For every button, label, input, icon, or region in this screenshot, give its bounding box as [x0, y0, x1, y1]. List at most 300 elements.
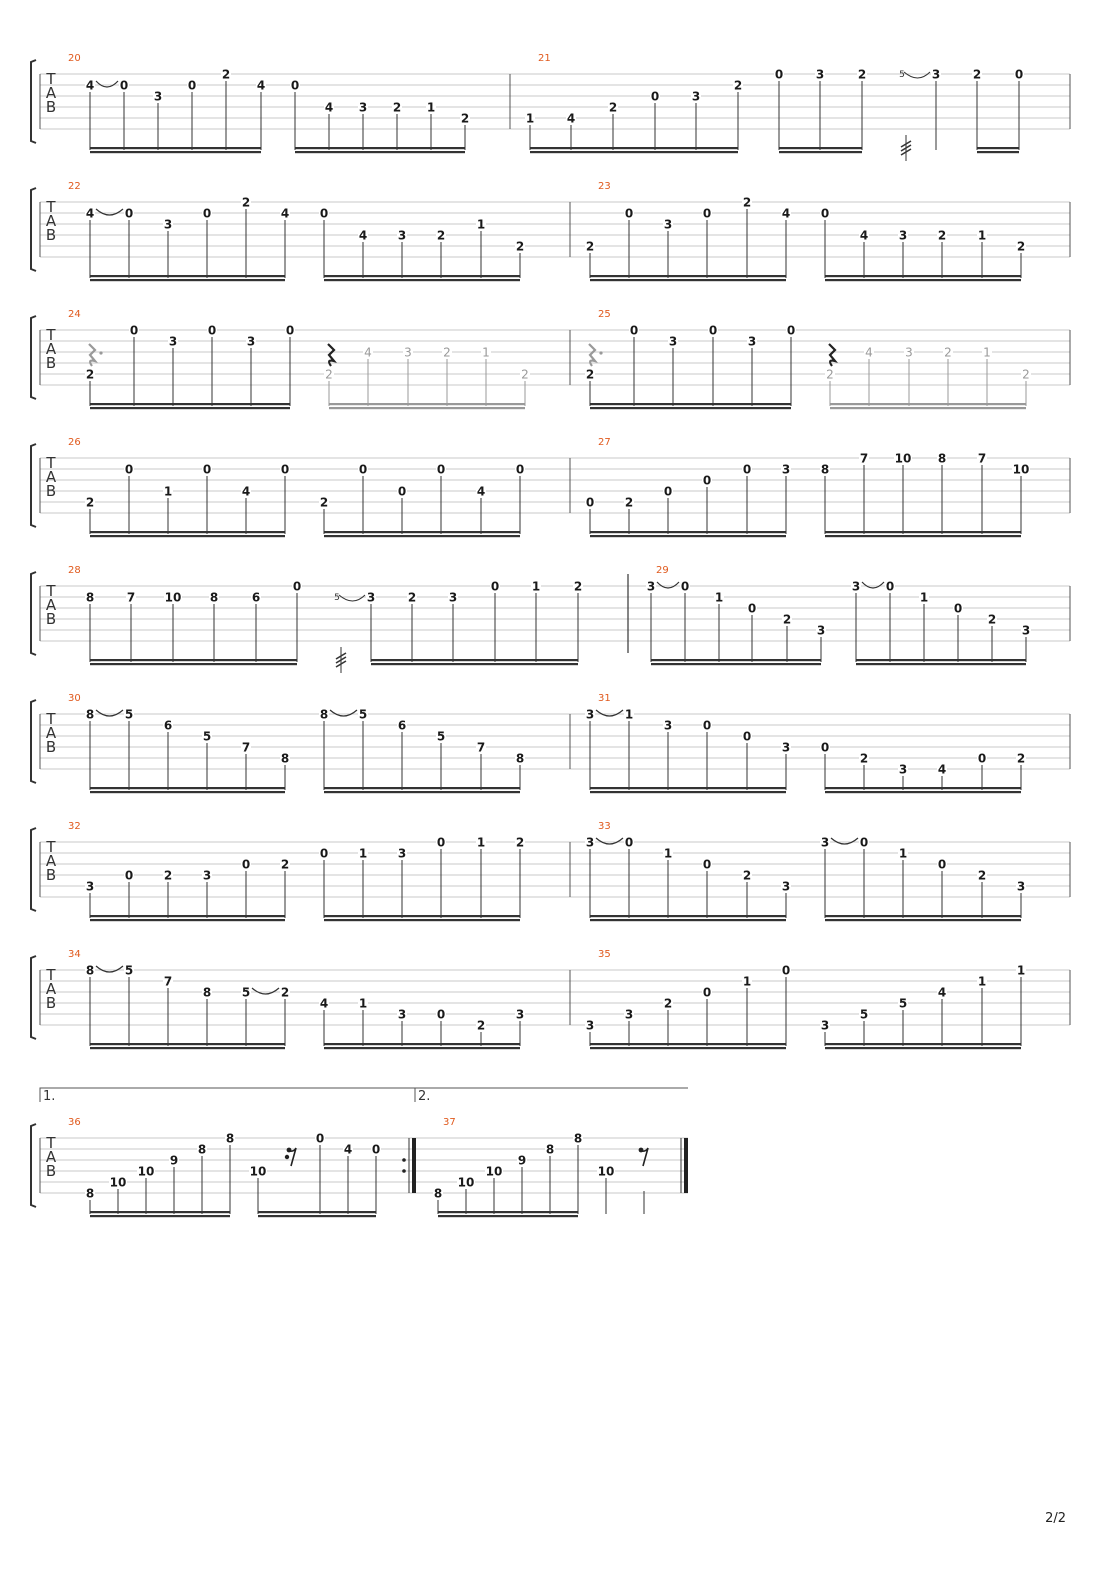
beam: [590, 407, 791, 409]
fret-number: 3: [366, 590, 376, 605]
fret-number: 3: [397, 846, 407, 861]
tab-letter: A: [45, 212, 57, 230]
beam: [324, 1047, 520, 1049]
fret-number: 0: [781, 963, 791, 978]
fret-number: 2: [85, 367, 95, 382]
beam: [438, 1215, 578, 1217]
tab-letter: A: [45, 340, 57, 358]
beam: [295, 151, 465, 153]
fret-number: 5: [436, 729, 446, 744]
measure-number: 21: [538, 53, 551, 64]
fret-number: 4: [865, 345, 873, 360]
fret-number: 1: [624, 707, 634, 722]
fret-number: 3: [691, 89, 701, 104]
fret-number: 9: [517, 1153, 527, 1168]
tab-letter: T: [46, 70, 56, 88]
tab-letter: A: [45, 980, 57, 998]
beam: [825, 1047, 1021, 1049]
fret-number: 4: [566, 111, 576, 126]
tab-system: [31, 949, 1070, 1049]
beam: [324, 791, 520, 793]
fret-number: 0: [319, 846, 329, 861]
fret-number: 0: [774, 67, 784, 82]
fret-number: 2: [573, 579, 583, 594]
fret-number: 0: [650, 89, 660, 104]
beam: [324, 915, 520, 917]
measure-number: 32: [68, 821, 81, 832]
fret-number: 3: [585, 835, 595, 850]
beam: [590, 1043, 786, 1045]
beam: [90, 147, 261, 149]
beam: [779, 151, 862, 153]
beam: [590, 531, 786, 533]
fret-number: 2: [163, 868, 173, 883]
fret-number: 10: [109, 1175, 127, 1190]
fret-number: 8: [545, 1142, 555, 1157]
grace-note: 5: [334, 593, 340, 603]
fret-number: 1: [426, 100, 436, 115]
beam: [258, 1215, 376, 1217]
fret-number: 0: [820, 206, 830, 221]
repeat-barline-thick: [412, 1138, 416, 1193]
fret-number: 1: [163, 484, 173, 499]
beam: [324, 535, 520, 537]
beam: [651, 659, 821, 661]
tab-letter: A: [45, 596, 57, 614]
tab-system: [31, 309, 1070, 409]
beam: [329, 407, 525, 409]
fret-number: 1: [977, 974, 987, 989]
beam: [590, 915, 786, 917]
measure-number: 30: [68, 693, 81, 704]
fret-number: 0: [702, 718, 712, 733]
fret-number: 7: [241, 740, 251, 755]
beam: [90, 279, 285, 281]
fret-number: 2: [944, 345, 952, 360]
fret-number: 3: [781, 740, 791, 755]
fret-number: 7: [126, 590, 136, 605]
system-bracket: [31, 700, 36, 783]
tie-arc: [657, 582, 679, 588]
fret-number: 4: [85, 78, 95, 93]
beam: [590, 279, 786, 281]
fret-number: 4: [937, 762, 947, 777]
tab-letter: A: [45, 852, 57, 870]
fret-number: 3: [816, 623, 826, 638]
fret-number: 1: [663, 846, 673, 861]
fret-number: 0: [515, 462, 525, 477]
tab-letter: B: [45, 610, 57, 628]
tie-arc: [831, 838, 858, 844]
beam: [825, 279, 1021, 281]
beam: [90, 791, 285, 793]
measure-number: 28: [68, 565, 81, 576]
fret-number: 3: [246, 334, 256, 349]
fret-number: 2: [407, 590, 417, 605]
fret-number: 0: [315, 1131, 325, 1146]
tie-arc: [96, 710, 123, 716]
beam: [825, 919, 1021, 921]
fret-number: 10: [485, 1164, 503, 1179]
fret-number: 0: [241, 857, 251, 872]
beam: [90, 915, 285, 917]
fret-number: 3: [1016, 879, 1026, 894]
beam: [825, 787, 1021, 789]
tie-arc: [252, 988, 279, 994]
tab-letter: B: [45, 866, 57, 884]
fret-number: 0: [202, 462, 212, 477]
fret-number: 7: [476, 740, 486, 755]
fret-number: 2: [280, 857, 290, 872]
fret-number: 1: [358, 846, 368, 861]
repeat-dot: [402, 1158, 406, 1162]
slur-arc: [904, 72, 930, 78]
tab-letter: T: [46, 1134, 56, 1152]
fret-number: 3: [397, 1007, 407, 1022]
measure-number: 20: [68, 53, 81, 64]
fret-number: 0: [977, 751, 987, 766]
tab-letter: A: [45, 1148, 57, 1166]
beam: [371, 663, 578, 665]
fret-number: 3: [358, 100, 368, 115]
fret-number: 3: [585, 1018, 595, 1033]
fret-number: 0: [319, 206, 329, 221]
fret-number: 2: [608, 100, 618, 115]
beam: [90, 151, 261, 153]
fret-number: 0: [624, 835, 634, 850]
fret-number: 0: [397, 484, 407, 499]
measure-number: 33: [598, 821, 611, 832]
fret-number: 0: [358, 462, 368, 477]
fret-number: 2: [280, 985, 290, 1000]
fret-number: 0: [280, 462, 290, 477]
measure-number: 27: [598, 437, 611, 448]
fret-number: 8: [85, 590, 95, 605]
beam: [329, 403, 525, 405]
fret-number: 1: [531, 579, 541, 594]
volta-bracket: [415, 1088, 688, 1102]
fret-number: 3: [747, 334, 757, 349]
fret-number: 2: [443, 345, 451, 360]
beam: [371, 659, 578, 661]
beam: [90, 919, 285, 921]
page-number: 2/2: [1045, 1511, 1066, 1526]
tab-letter: T: [46, 838, 56, 856]
beam: [90, 535, 285, 537]
fret-number: 0: [859, 835, 869, 850]
tie-arc: [96, 966, 123, 972]
beam: [530, 147, 738, 149]
repeat-dot: [402, 1169, 406, 1173]
fret-number: 0: [680, 579, 690, 594]
fret-number: 8: [573, 1131, 583, 1146]
fret-number: 10: [894, 451, 912, 466]
tab-letter: T: [46, 454, 56, 472]
fret-number: 3: [202, 868, 212, 883]
fret-number: 8: [209, 590, 219, 605]
tie-arc: [96, 209, 123, 215]
rest-flag: [285, 1155, 289, 1159]
fret-number: 2: [460, 111, 470, 126]
beam: [830, 407, 1026, 409]
measure-number: 37: [443, 1117, 456, 1128]
fret-number: 4: [781, 206, 791, 221]
fret-number: 2: [624, 495, 634, 510]
fret-number: 0: [292, 579, 302, 594]
system-bracket: [31, 956, 36, 1039]
fret-number: 0: [708, 323, 718, 338]
measure-number: 36: [68, 1117, 81, 1128]
fret-number: 2: [325, 367, 333, 382]
fret-number: 0: [129, 323, 139, 338]
fret-number: 1: [714, 590, 724, 605]
fret-number: 2: [742, 868, 752, 883]
fret-number: 10: [249, 1164, 267, 1179]
tab-letter: T: [46, 582, 56, 600]
tab-letter: B: [45, 226, 57, 244]
rest-symbol: [641, 1148, 648, 1166]
volta-bracket: [40, 1088, 415, 1102]
tab-letter: B: [45, 482, 57, 500]
fret-number: 0: [937, 857, 947, 872]
fret-number: 2: [319, 495, 329, 510]
beam: [90, 1211, 230, 1213]
fret-number: 3: [585, 707, 595, 722]
fret-number: 8: [433, 1186, 443, 1201]
fret-number: 0: [585, 495, 595, 510]
beam: [825, 275, 1021, 277]
fret-number: 8: [85, 963, 95, 978]
fret-number: 3: [931, 67, 941, 82]
fret-number: 2: [515, 239, 525, 254]
fret-number: 0: [624, 206, 634, 221]
tab-letter: T: [46, 710, 56, 728]
system-bracket: [31, 316, 36, 399]
beam: [90, 659, 297, 661]
beam: [90, 275, 285, 277]
fret-number: 5: [859, 1007, 869, 1022]
beam: [651, 663, 821, 665]
fret-number: 5: [202, 729, 212, 744]
fret-number: 0: [629, 323, 639, 338]
fret-number: 10: [457, 1175, 475, 1190]
fret-number: 3: [898, 228, 908, 243]
tab-letter: T: [46, 326, 56, 344]
tab-letter: B: [45, 98, 57, 116]
fret-number: 5: [898, 996, 908, 1011]
beam: [977, 147, 1019, 149]
fret-number: 0: [1014, 67, 1024, 82]
fret-number: 0: [786, 323, 796, 338]
fret-number: 3: [820, 835, 830, 850]
fret-number: 10: [137, 1164, 155, 1179]
fret-number: 2: [826, 367, 834, 382]
fret-number: 1: [358, 996, 368, 1011]
beam: [977, 151, 1019, 153]
beam: [590, 535, 786, 537]
fret-number: 2: [857, 67, 867, 82]
fret-number: 10: [597, 1164, 615, 1179]
fret-number: 3: [646, 579, 656, 594]
beam: [90, 407, 290, 409]
volta-label: 2.: [418, 1089, 431, 1104]
fret-number: 9: [169, 1153, 179, 1168]
beam: [590, 275, 786, 277]
fret-number: 2: [782, 612, 792, 627]
tie-arc: [330, 710, 357, 716]
fret-number: 3: [663, 718, 673, 733]
fret-number: 2: [1016, 239, 1026, 254]
fret-number: 0: [702, 857, 712, 872]
beam: [324, 275, 520, 277]
fret-number: 2: [977, 868, 987, 883]
fret-number: 2: [85, 495, 95, 510]
beam: [324, 919, 520, 921]
fret-number: 8: [225, 1131, 235, 1146]
tie-arc: [596, 710, 623, 716]
beam: [90, 663, 297, 665]
beam: [856, 659, 1026, 661]
system-bracket: [31, 572, 36, 655]
fret-number: 7: [163, 974, 173, 989]
fret-number: 0: [742, 462, 752, 477]
fret-number: 7: [977, 451, 987, 466]
fret-number: 0: [436, 462, 446, 477]
volta-label: 1.: [43, 1089, 56, 1104]
tab-letter: A: [45, 468, 57, 486]
fret-number: 8: [202, 985, 212, 1000]
fret-number: 2: [663, 996, 673, 1011]
fret-number: 4: [319, 996, 329, 1011]
fret-number: 3: [404, 345, 412, 360]
beam: [590, 919, 786, 921]
fret-number: 8: [280, 751, 290, 766]
fret-number: 1: [977, 228, 987, 243]
fret-number: 3: [898, 762, 908, 777]
tab-letter: A: [45, 724, 57, 742]
fret-number: 3: [781, 462, 791, 477]
fret-number: 3: [515, 1007, 525, 1022]
fret-number: 1: [898, 846, 908, 861]
fret-number: 8: [85, 707, 95, 722]
fret-number: 3: [663, 217, 673, 232]
tab-system: [31, 565, 1070, 673]
beam: [324, 279, 520, 281]
tab-system: [31, 437, 1070, 537]
fret-number: 2: [972, 67, 982, 82]
fret-number: 2: [937, 228, 947, 243]
beam: [324, 531, 520, 533]
measure-number: 25: [598, 309, 611, 320]
beam: [90, 531, 285, 533]
system-bracket: [31, 828, 36, 911]
fret-number: 3: [624, 1007, 634, 1022]
fret-number: 3: [1021, 623, 1031, 638]
fret-number: 1: [476, 835, 486, 850]
fret-number: 2: [392, 100, 402, 115]
fret-number: 2: [742, 195, 752, 210]
tab-letter: T: [46, 198, 56, 216]
beam: [530, 151, 738, 153]
fret-number: 0: [124, 206, 134, 221]
system-bracket: [31, 444, 36, 527]
fret-number: 3: [820, 1018, 830, 1033]
fret-number: 4: [364, 345, 372, 360]
fret-number: 2: [521, 367, 529, 382]
fret-number: 8: [937, 451, 947, 466]
fret-number: 0: [124, 868, 134, 883]
fret-number: 2: [241, 195, 251, 210]
fret-number: 3: [168, 334, 178, 349]
fret-number: 2: [221, 67, 231, 82]
fret-number: 5: [124, 963, 134, 978]
fret-number: 1: [919, 590, 929, 605]
grace-note: 5: [899, 70, 905, 80]
measure-number: 35: [598, 949, 611, 960]
fret-number: 1: [476, 217, 486, 232]
beam: [779, 147, 862, 149]
measure-number: 22: [68, 181, 81, 192]
measure-number: 31: [598, 693, 611, 704]
fret-number: 8: [197, 1142, 207, 1157]
measure-number: 34: [68, 949, 81, 960]
fret-number: 2: [515, 835, 525, 850]
fret-number: 0: [119, 78, 129, 93]
beam: [90, 1043, 285, 1045]
system-bracket: [31, 188, 36, 271]
fret-number: 3: [397, 228, 407, 243]
tab-system: [31, 181, 1070, 281]
fret-number: 4: [324, 100, 334, 115]
fret-number: 4: [343, 1142, 353, 1157]
beam: [90, 787, 285, 789]
fret-number: 10: [164, 590, 182, 605]
fret-number: 5: [358, 707, 368, 722]
fret-number: 8: [85, 1186, 95, 1201]
fret-number: 4: [358, 228, 368, 243]
slur-arc: [339, 595, 365, 601]
fret-number: 0: [371, 1142, 381, 1157]
fret-number: 7: [859, 451, 869, 466]
fret-number: 5: [241, 985, 251, 1000]
fret-number: 0: [885, 579, 895, 594]
fret-number: 4: [256, 78, 266, 93]
fret-number: 2: [859, 751, 869, 766]
beam: [825, 791, 1021, 793]
fret-number: 6: [397, 718, 407, 733]
fret-number: 2: [987, 612, 997, 627]
fret-number: 2: [476, 1018, 486, 1033]
fret-number: 0: [436, 835, 446, 850]
tie-arc: [96, 81, 118, 87]
fret-number: 2: [733, 78, 743, 93]
fret-number: 3: [781, 879, 791, 894]
rest-dot: [599, 351, 602, 354]
tie-arc: [596, 838, 623, 844]
beam: [825, 1043, 1021, 1045]
fret-number: 4: [85, 206, 95, 221]
rest-dot: [99, 351, 102, 354]
beam: [825, 531, 1021, 533]
fret-number: 1: [742, 974, 752, 989]
tab-letter: B: [45, 738, 57, 756]
tab-letter: B: [45, 994, 57, 1012]
fret-number: 0: [187, 78, 197, 93]
tab-system: [31, 821, 1070, 921]
fret-number: 6: [251, 590, 261, 605]
system-bracket: [31, 60, 36, 143]
fret-number: 5: [124, 707, 134, 722]
